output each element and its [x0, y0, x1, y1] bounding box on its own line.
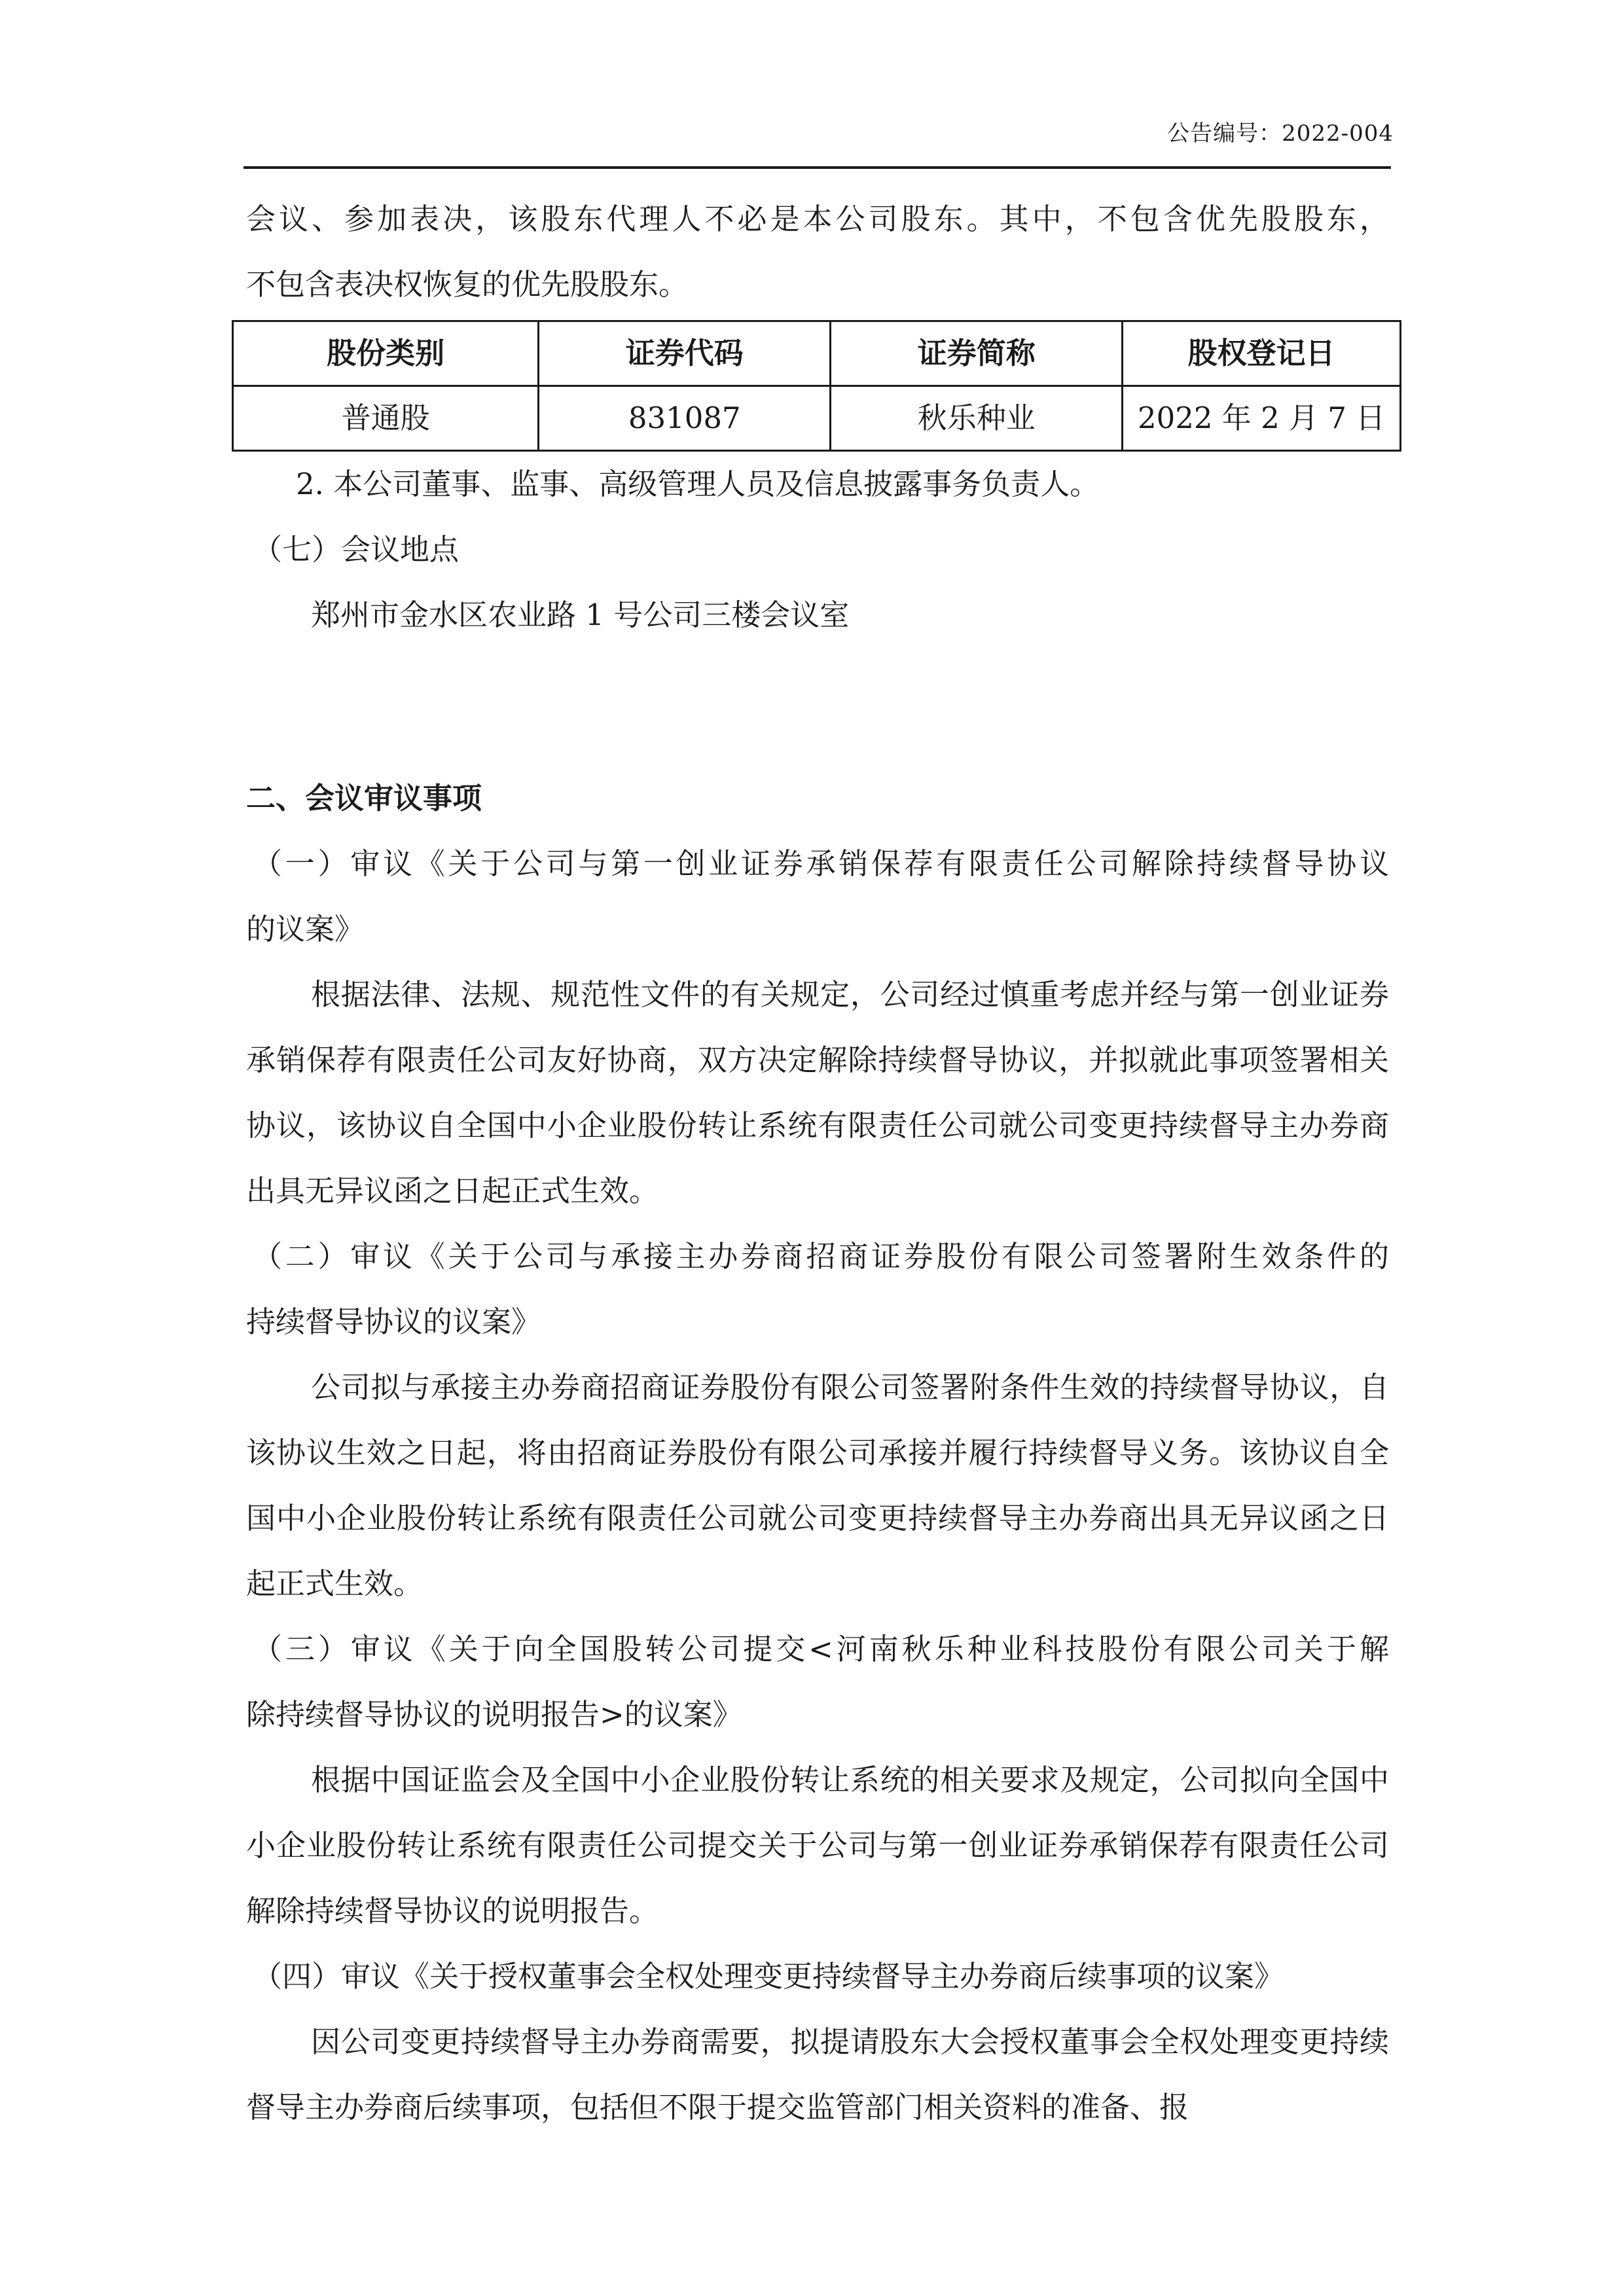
section-title: 二、会议审议事项 — [246, 781, 482, 816]
table-cell: 普通股 — [233, 386, 539, 451]
table-cell: 2022 年 2 月 7 日 — [1123, 386, 1401, 451]
table-header-row — [233, 321, 1401, 386]
paragraph-line: 会议、参加表决，该股东代理人不必是本公司股东。其中，不包含优先股股东， — [246, 202, 1389, 236]
item-body: 公司拟与承接主办券商招商证券股份有限公司签署附条件生效的持续督导协议，自该协议生效之日起，将由招商证券股份有限公司承接并履行持续督导义务。该协议自全国中小企业股份转让系统有限责任公司就公司变更持续督导主办券商出具无异议函之日起正式生效。 — [246, 1370, 1389, 1601]
item-title: 持续督导协议的议案》 — [246, 1304, 541, 1339]
table-cell: 831087 — [539, 386, 831, 451]
attendees-item: 2. 本公司董事、监事、高级管理人员及信息披露事务负责人。 — [296, 467, 1100, 501]
item-title: 除持续督导协议的说明报告>的议案》 — [246, 1697, 742, 1732]
table-row — [233, 386, 1401, 451]
venue-address: 郑州市金水区农业路 1 号公司三楼会议室 — [311, 598, 850, 632]
item-body: 根据法律、法规、规范性文件的有关规定，公司经过慎重考虑并经与第一创业证券承销保荐有限责任公司友好协商，双方决定解除持续督导协议，并拟就此事项签署相关协议，该协议自全国中小企业股份转让系统有限责任公司就公司变更持续督导主办券商出具无异议函之日起正式生效。 — [246, 977, 1389, 1208]
table-header-cell: 证券简称 — [831, 321, 1123, 386]
item-body: 根据中国证监会及全国中小企业股份转让系统的相关要求及规定，公司拟向全国中小企业股份转让系统有限责任公司提交关于公司与第一创业证券承销保荐有限责任公司解除持续督导协议的说明报告。 — [246, 1763, 1389, 1928]
table-cell: 秋乐种业 — [831, 386, 1123, 451]
item-title: （二）审议《关于公司与承接主办券商招商证券股份有限公司签署附生效条件的 — [253, 1239, 1389, 1274]
paragraph-line: 不包含表决权恢复的优先股股东。 — [246, 267, 689, 302]
item-title: （三）审议《关于向全国股转公司提交<河南秋乐种业科技股份有限公司关于解 — [253, 1632, 1389, 1666]
table-header-cell: 股份类别 — [233, 321, 539, 386]
item-title: （四）审议《关于授权董事会全权处理变更持续督导主办券商后续事项的议案》 — [253, 1959, 1284, 1994]
share-registration-table — [232, 320, 1401, 452]
item-title: 的议案》 — [246, 912, 365, 946]
table-header-cell: 证券代码 — [539, 321, 831, 386]
document-body — [246, 187, 1389, 2140]
announcement-number: 公告编号：2022-004 — [1167, 120, 1394, 147]
item-body: 因公司变更持续督导主办券商需要，拟提请股东大会授权董事会全权处理变更持续督导主办券商后续事项，包括但不限于提交监管部门相关资料的准备、报 — [246, 2024, 1389, 2125]
item-title: （一）审议《关于公司与第一创业证券承销保荐有限责任公司解除持续督导协议 — [253, 846, 1389, 881]
venue-heading: （七）会议地点 — [253, 532, 460, 567]
table-header-cell: 股权登记日 — [1123, 321, 1401, 386]
header-rule — [244, 166, 1391, 169]
